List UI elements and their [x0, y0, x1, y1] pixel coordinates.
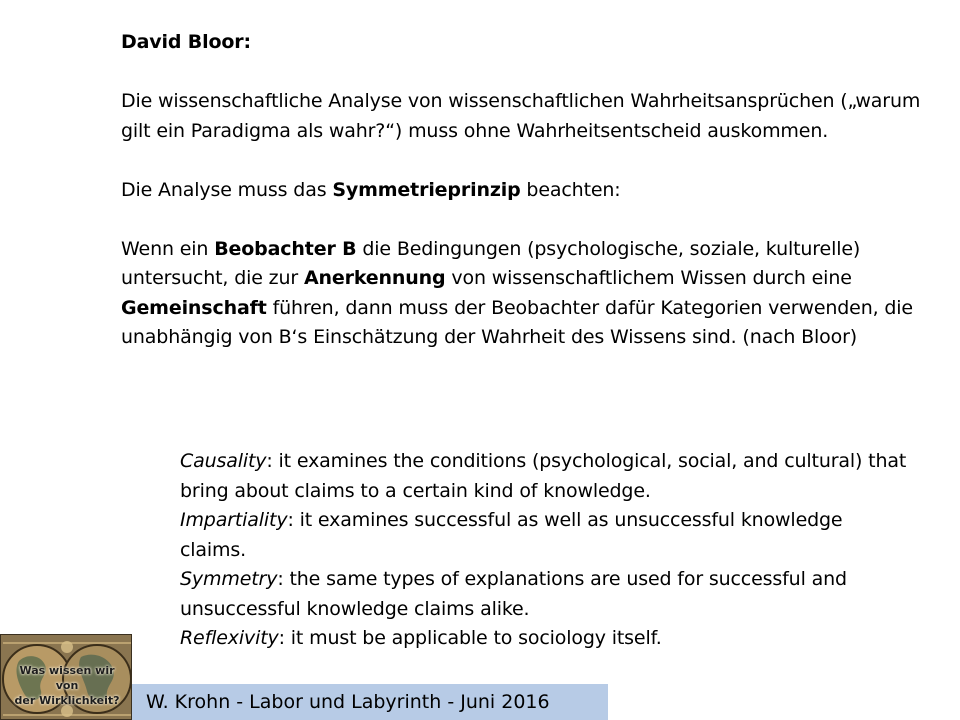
- principle-term: Impartiality: [180, 509, 288, 531]
- bold-term-symmetrieprinzip: Symmetrieprinzip: [332, 178, 521, 201]
- text-segment: Die Analyse muss das: [121, 178, 333, 201]
- paragraph-symmetry-principle: [121, 176, 921, 206]
- decor-medallion: [61, 641, 73, 653]
- spacer: [121, 205, 921, 235]
- logo-caption: [7, 663, 127, 708]
- bold-term-beobachter: Beobachter B: [214, 237, 357, 260]
- world-map-logo: [0, 634, 132, 720]
- text-segment: Wenn ein: [121, 237, 215, 260]
- text-segment: die Bedingungen (psychologische, soziale, kulturelle) untersucht, die zur: [121, 237, 861, 289]
- principle-text: : it must be applicable to sociology itself.: [278, 627, 662, 649]
- principle-text: : the same types of explanations are used for successful and unsuccessful knowledge claims alike.: [180, 568, 847, 620]
- text-segment: führen, dann muss der Beobachter dafür Kategorien verwenden, die unabhängig von B‘s Einschätzung der Wahrheit des Wissens sind. (nach Bloor): [121, 296, 913, 348]
- principle-term: Symmetry: [180, 568, 278, 590]
- slide-body: [121, 28, 921, 353]
- principle-text: : it examines the conditions (psychological, social, and cultural) that bring about claims to a certain kind of knowledge.: [180, 450, 907, 502]
- paragraph-truth-claims: Die wissenschaftliche Analyse von wissenschaftlichen Wahrheitsansprüchen („warum gilt ein Paradigma als wahr?“) muss ohne Wahrheitsentscheid auskommen.: [121, 90, 921, 142]
- strong-programme-principles: [180, 447, 910, 654]
- spacer: [121, 58, 921, 88]
- paragraph-observer: [121, 235, 921, 353]
- principle-impartiality: [180, 506, 910, 565]
- footer-text: W. Krohn - Labor und Labyrinth - Juni 2016: [146, 691, 550, 713]
- bold-term-gemeinschaft: Gemeinschaft: [121, 296, 267, 319]
- spacer: [121, 146, 921, 176]
- principle-term: Reflexivity: [180, 627, 279, 649]
- principle-term: Causality: [180, 450, 267, 472]
- principle-text: : it examines successful as well as unsuccessful knowledge claims.: [180, 509, 843, 561]
- bold-term-anerkennung: Anerkennung: [303, 267, 446, 289]
- slide-heading: David Bloor:: [121, 31, 251, 53]
- principle-symmetry: [180, 565, 910, 624]
- principle-causality: [180, 447, 910, 506]
- footer-bar: [132, 684, 608, 720]
- text-segment: beachten:: [520, 178, 621, 201]
- text-segment: von wissenschaftlichem Wissen durch eine: [445, 267, 852, 289]
- principle-reflexivity: [180, 624, 910, 654]
- logo-line-1: Was wissen wir von: [19, 664, 115, 692]
- logo-line-2: der Wirklichkeit?: [14, 694, 120, 707]
